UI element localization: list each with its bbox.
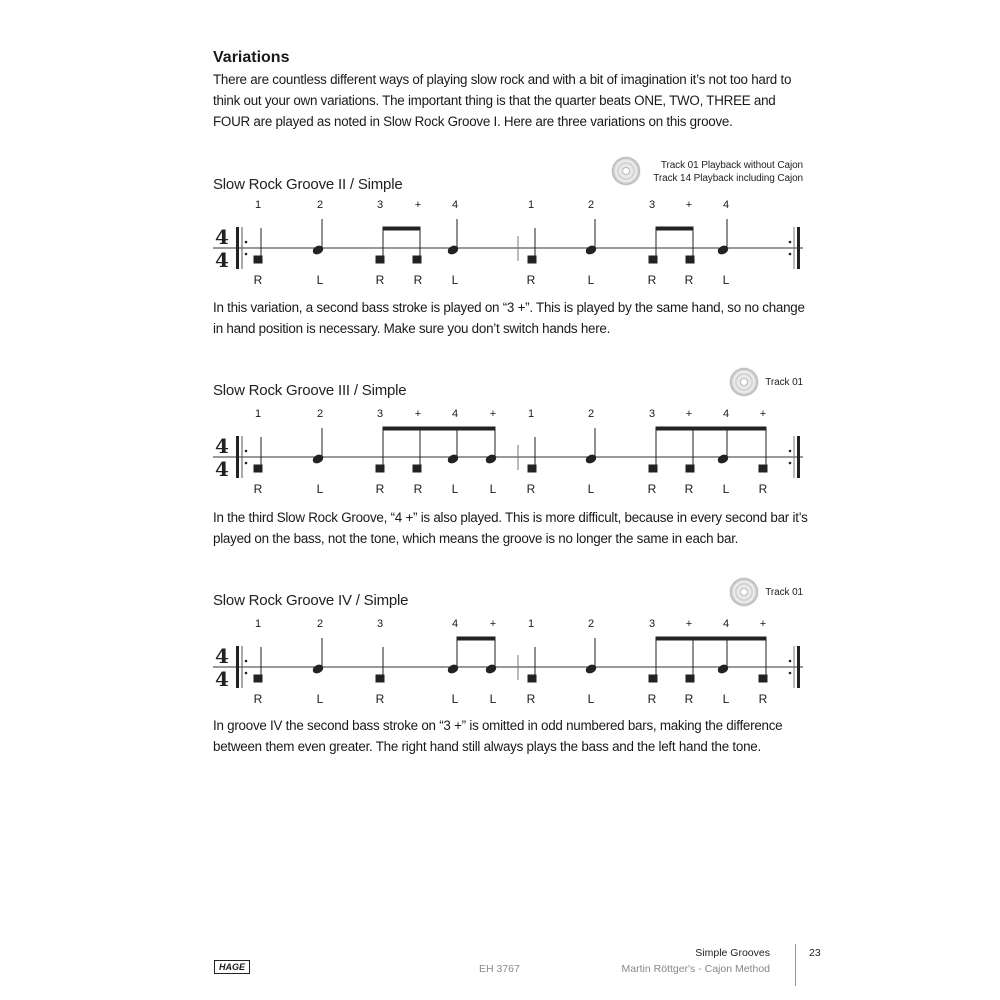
hand-label: R <box>758 692 768 706</box>
hand-label: R <box>375 692 385 706</box>
publisher-logo: HAGE <box>214 960 250 974</box>
hand-label: R <box>253 692 263 706</box>
hand-label: L <box>722 273 730 287</box>
notation-staff <box>213 199 813 289</box>
groove-description: In this variation, a second bass stroke is played on “3 +”. This is played by the same hand, so no change in hand position is necessary. Make sure you don’t switch hands here. <box>213 300 805 336</box>
hand-label: L <box>587 273 595 287</box>
beat-count: 3 <box>376 408 384 420</box>
beat-count: 1 <box>527 408 535 420</box>
hand-label: L <box>451 482 459 496</box>
groove-title: Slow Rock Groove IV / Simple <box>213 592 409 609</box>
beat-count: 2 <box>587 408 595 420</box>
track-info: Track 01 <box>765 377 803 388</box>
groove-description: In groove IV the second bass stroke on “3 +” is omitted in odd numbered bars, making the difference between them even greater. The right hand still always plays the bass and the left hand the tone. <box>213 718 783 754</box>
hand-label: R <box>526 692 536 706</box>
hand-label: L <box>587 482 595 496</box>
beat-count: 4 <box>722 408 730 420</box>
groove-title: Slow Rock Groove II / Simple <box>213 176 403 193</box>
svg-text:4: 4 <box>215 457 229 481</box>
intro-paragraph: There are countless different ways of playing slow rock and with a bit of imagination it’s not too hard to think out your own variations. The important thing is that the quarter beats ONE, TWO, THREE and FOUR are played as noted in Slow Rock Groove I. Here are three variations on this groove. <box>213 72 792 129</box>
section-name: Simple Grooves <box>695 947 770 959</box>
svg-text:4: 4 <box>215 248 229 272</box>
beat-count: 3 <box>648 408 656 420</box>
hand-label: R <box>526 482 536 496</box>
beat-count: + <box>414 408 422 420</box>
hand-label: L <box>316 273 324 287</box>
hand-label: R <box>647 692 657 706</box>
notation-staff <box>213 618 813 708</box>
beat-count: + <box>685 618 693 630</box>
hand-label: R <box>647 273 657 287</box>
beat-count: 2 <box>587 618 595 630</box>
beat-count: 4 <box>451 618 459 630</box>
hand-label: R <box>375 273 385 287</box>
beat-count: 3 <box>648 199 656 211</box>
beat-count: + <box>489 408 497 420</box>
beat-count: 2 <box>316 408 324 420</box>
beat-count: 1 <box>254 618 262 630</box>
hand-label: R <box>758 482 768 496</box>
hand-label: L <box>489 482 497 496</box>
svg-text:4: 4 <box>215 434 229 458</box>
cd-icon <box>612 157 640 185</box>
page-heading: Variations <box>213 49 290 66</box>
hand-label: R <box>684 692 694 706</box>
hand-label: L <box>489 692 497 706</box>
hand-label: R <box>413 273 423 287</box>
hand-label: L <box>587 692 595 706</box>
hand-label: L <box>451 692 459 706</box>
notation-staff <box>213 408 813 498</box>
hand-label: R <box>253 273 263 287</box>
beat-count: 2 <box>316 618 324 630</box>
track-info: Track 01 <box>765 587 803 598</box>
beat-count: 3 <box>376 199 384 211</box>
hand-label: R <box>647 482 657 496</box>
beat-count: + <box>685 199 693 211</box>
page-number: 23 <box>809 947 821 959</box>
hand-label: R <box>684 273 694 287</box>
beat-count: 4 <box>451 408 459 420</box>
beat-count: + <box>759 408 767 420</box>
beat-count: 4 <box>722 618 730 630</box>
hand-label: L <box>316 692 324 706</box>
svg-text:4: 4 <box>215 667 229 691</box>
track-info: Track 01 Playback without Cajon Track 14 Playback including Cajon <box>653 160 803 184</box>
beat-count: 2 <box>316 199 324 211</box>
svg-text:4: 4 <box>215 644 229 668</box>
hand-label: R <box>413 482 423 496</box>
hand-label: R <box>375 482 385 496</box>
beat-count: 2 <box>587 199 595 211</box>
footer-divider <box>795 944 796 986</box>
beat-count: 1 <box>254 199 262 211</box>
beat-count: 1 <box>527 199 535 211</box>
beat-count: 3 <box>376 618 384 630</box>
beat-count: 4 <box>451 199 459 211</box>
beat-count: + <box>759 618 767 630</box>
hand-label: R <box>684 482 694 496</box>
beat-count: + <box>489 618 497 630</box>
beat-count: 4 <box>722 199 730 211</box>
hand-label: R <box>526 273 536 287</box>
groove-title: Slow Rock Groove III / Simple <box>213 382 407 399</box>
hand-label: L <box>722 692 730 706</box>
svg-text:4: 4 <box>215 225 229 249</box>
hand-label: R <box>253 482 263 496</box>
book-title: Martin Röttger's - Cajon Method <box>621 963 770 975</box>
hand-label: L <box>451 273 459 287</box>
beat-count: + <box>685 408 693 420</box>
groove-description: In the third Slow Rock Groove, “4 +” is also played. This is more difficult, because in every second bar it’s played on the bass, not the tone, which means the groove is no longer the same in each bar. <box>213 510 808 546</box>
beat-count: + <box>414 199 422 211</box>
beat-count: 3 <box>648 618 656 630</box>
hand-label: L <box>722 482 730 496</box>
catalog-code: EH 3767 <box>479 963 520 975</box>
hand-label: L <box>316 482 324 496</box>
beat-count: 1 <box>527 618 535 630</box>
beat-count: 1 <box>254 408 262 420</box>
